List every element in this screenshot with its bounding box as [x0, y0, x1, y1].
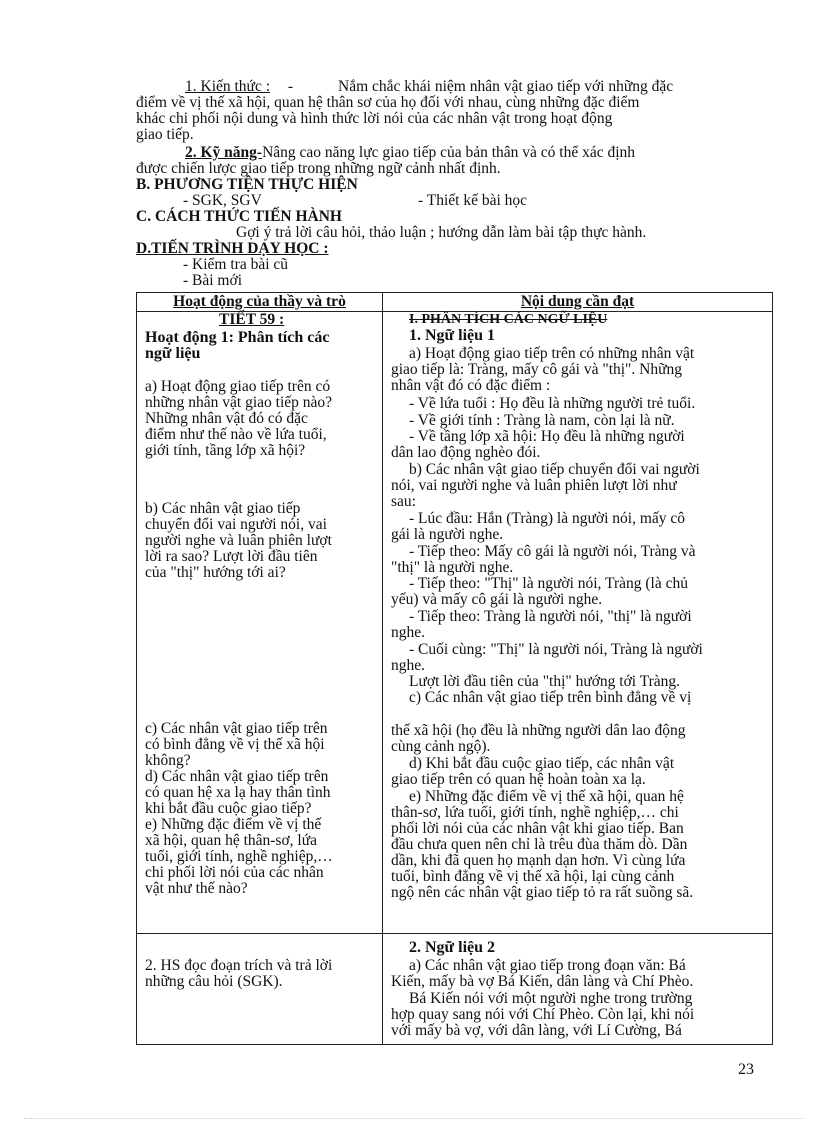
lesson-table	[136, 292, 773, 1045]
footer-divider	[24, 1118, 804, 1119]
row2-right-cell: 2. Ngữ liệu 2 a) Các nhân vật giao tiếp trong đoạn văn: Bá Kiến, mấy bà vợ Bá Kiến, dân làng và Chí Phèo. Bá Kiến nói với một người nghe trong trường hợp quay sang nói với Chí Phèo. Còn lại, khi nói với mấy bà vợ, với dân làng, với Lí Cường, Bá	[383, 934, 773, 1045]
section-b-heading: B. PHƯƠNG TIỆN THỰC HIỆN	[136, 176, 358, 193]
row1-left-cell: TIẾT 59 : Hoạt động 1: Phân tích các ngữ liệu a) Hoạt động giao tiếp trên có những nhân vật giao tiếp nào? Những nhân vật đó có đặc điểm như thế nào về lứa tuổi, giới tính, tầng lớp xã hội? b) Các nhân vật giao tiếp chuyển đổi vai người nói, vai người nghe và luân phiên lượt lời ra sao? Lượt lời đầu tiên của "thị" hướng tới ai? c) Các nhân vật giao tiếp trên có bình đẳng về vị thế xã hội không? d) Các nhân vật giao tiếp trên có quan hệ xa lạ hay thân tình khi bắt đầu cuộc giao tiếp? e) Những đặc điểm về vị thế xã hội, quan hệ thân-sơ, lứa tuổi, giới tính, nghề nghiệp,… chi phối lời nói của các nhân vật như thế nào?	[137, 312, 383, 934]
knowledge-line: khác chi phối nội dung và hình thức lời nói của các nhân vật trong hoạt động	[136, 110, 613, 127]
knowledge-line: điểm về vị thế xã hội, quan hệ thân sơ của họ đối với nhau, cùng những đặc điểm	[136, 94, 640, 111]
section-c-text: Gợi ý trả lời câu hỏi, thảo luận ; hướng dẫn làm bài tập thực hành.	[236, 224, 647, 241]
row1-right-cell: I. PHÂN TÍCH CÁC NGỮ LIỆU 1. Ngữ liệu 1 a) Hoạt động giao tiếp trên có những nhân vật giao tiếp là: Tràng, mấy cô gái và "thị". Những nhân vật đó có đặc điểm : - Về lứa tuổi : Họ đều là những người trẻ tuổi. - Về giới tính : Tràng là nam, còn lại là nữ. - Về tầng lớp xã hội: Họ đều là những người dân lao động nghèo đói. b) Các nhân vật giao tiếp chuyển đổi vai người nói, vai người nghe và luân phiên lượt lời như sau: - Lúc đầu: Hắn (Tràng) là người nói, mấy cô gái là người nghe. - Tiếp theo: Mấy cô gái là người nói, Tràng và "thị" là người nghe. - Tiếp theo: "Thị" là người nói, Tràng (là chủ yếu) và mấy cô gái là người nghe. - Tiếp theo: Tràng là người nói, "thị" là người nghe. - Cuối cùng: "Thị" là người nói, Tràng là người nghe. Lượt lời đầu tiên của "thị" hướng tới Tràng. c) Các nhân vật giao tiếp trên bình đẳng về vị thế xã hội (họ đều là những người dân lao động cùng cảnh ngộ). d) Khi bắt đầu cuộc giao tiếp, các nhân vật giao tiếp trên có quan hệ hoàn toàn xa lạ. e) Những đặc điểm về vị thế xã hội, quan hệ thân-sơ, lứa tuổi, giới tính, nghề nghiệp,… chi phối lời nói của các nhân vật khi giao tiếp. Ban đầu chưa quen nên chỉ là trêu đùa thăm dò. Dần dần, khi đã quen họ mạnh dạn hơn. Vì cùng lứa tuổi, bình đẳng về vị thế xã hội, lại cùng cảnh ngộ nên các nhân vật giao tiếp tỏ ra rất suồng sã.	[383, 312, 773, 934]
skill-heading: 2. Kỹ năng-Nâng cao năng lực giao tiếp của bản thân và có thể xác định	[185, 144, 636, 161]
knowledge-heading: 1. Kiến thức : -	[185, 78, 294, 95]
section-d-item: - Kiểm tra bài cũ	[183, 256, 289, 273]
header-cell-content: Nội dung cần đạt	[383, 293, 773, 312]
section-c-heading: C. CÁCH THỨC TIẾN HÀNH	[136, 208, 342, 225]
section-b-item: - Thiết kế bài học	[418, 192, 528, 209]
row2-left-cell: 2. HS đọc đoạn trích và trả lời những câu hỏi (SGK).	[137, 934, 383, 1045]
section-b-item: - SGK, SGV	[183, 192, 262, 209]
page-number: 23	[738, 1061, 754, 1078]
table-row	[137, 312, 773, 934]
skill-line: được chiến lược giao tiếp trong những ngữ cảnh nhất định.	[136, 160, 501, 177]
table-row	[137, 934, 773, 1045]
knowledge-line: giao tiếp.	[136, 126, 194, 143]
table-header-row	[137, 293, 773, 312]
section-d-heading: D.TIẾN TRÌNH DẠY HỌC :	[136, 240, 329, 257]
knowledge-line: Nắm chắc khái niệm nhân vật giao tiếp với những đặc	[338, 78, 674, 95]
header-cell-activity: Hoạt động của thầy và trò	[137, 293, 383, 312]
section-d-item: - Bài mới	[183, 272, 242, 289]
